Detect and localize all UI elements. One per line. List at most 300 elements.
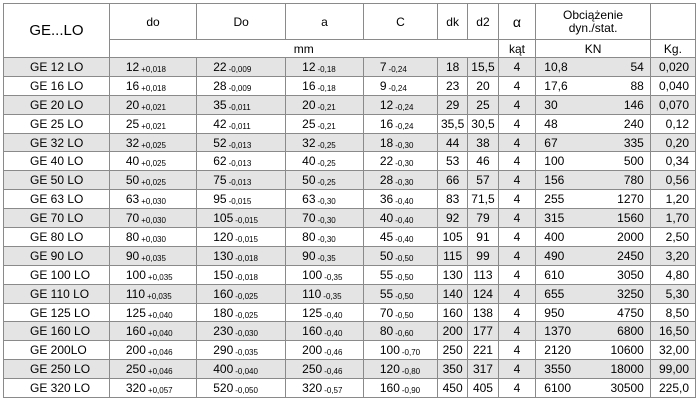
cell-kg: 1,70 bbox=[650, 209, 695, 228]
nominal-value: 12 bbox=[379, 97, 394, 112]
nominal-value: 150 bbox=[213, 267, 234, 282]
cell-dk: 115 bbox=[437, 246, 467, 265]
cell-C bbox=[363, 76, 437, 95]
cell-do bbox=[109, 114, 196, 133]
nominal-value: 28 bbox=[213, 78, 227, 93]
cell-dk: 140 bbox=[437, 284, 467, 303]
nominal-value: 45 bbox=[379, 229, 394, 244]
col-header-do: do bbox=[109, 4, 196, 40]
cell-dk: 83 bbox=[437, 190, 467, 209]
tolerance-value: -0,30 bbox=[395, 140, 414, 150]
cell-d2: 71,5 bbox=[468, 190, 498, 209]
cell-a bbox=[286, 76, 364, 95]
cell-type: GE 125 LO bbox=[4, 303, 110, 322]
tolerance-value: +0,057 bbox=[147, 386, 173, 396]
nominal-value: 28 bbox=[379, 173, 394, 188]
table-row bbox=[4, 341, 696, 360]
cell-dk: 350 bbox=[437, 360, 467, 379]
nominal-value: 9 bbox=[379, 78, 387, 93]
table-row bbox=[4, 322, 696, 341]
load-line-2: dyn./stat. bbox=[568, 20, 618, 35]
tolerance-value: -0,50 bbox=[395, 253, 414, 263]
tolerance-value: +0,035 bbox=[147, 272, 173, 282]
tolerance-value: -0,30 bbox=[317, 234, 336, 244]
tolerance-value: +0,025 bbox=[141, 178, 166, 188]
cell-type: GE 320 LO bbox=[4, 379, 110, 398]
tolerance-value: -0,40 bbox=[324, 310, 343, 320]
nominal-value: 320 bbox=[302, 381, 323, 396]
cell-stat: 10600 bbox=[581, 341, 651, 360]
cell-type: GE 250 LO bbox=[4, 360, 110, 379]
cell-kg: 0,20 bbox=[650, 133, 695, 152]
nominal-value: 180 bbox=[213, 305, 234, 320]
cell-a bbox=[286, 322, 364, 341]
tolerance-value: +0,046 bbox=[147, 348, 173, 358]
tolerance-value: -0,57 bbox=[324, 386, 343, 396]
nominal-value: 80 bbox=[379, 324, 394, 339]
cell-do bbox=[109, 341, 196, 360]
cell-Do bbox=[197, 114, 286, 133]
nominal-value: 55 bbox=[379, 286, 394, 301]
cell-kg: 1,20 bbox=[650, 190, 695, 209]
cell-Do bbox=[197, 190, 286, 209]
nominal-value: 36 bbox=[379, 192, 394, 207]
cell-C bbox=[363, 379, 437, 398]
cell-do bbox=[109, 228, 196, 247]
tolerance-value: +0,035 bbox=[141, 253, 166, 263]
nominal-value: 52 bbox=[213, 135, 227, 150]
tolerance-value: -0,50 bbox=[395, 272, 414, 282]
nominal-value: 90 bbox=[125, 248, 140, 263]
tolerance-value: -0,050 bbox=[235, 386, 258, 396]
cell-d2: 91 bbox=[468, 228, 498, 247]
table-row bbox=[4, 152, 696, 171]
nominal-value: 100 bbox=[379, 343, 400, 358]
cell-dyn: 10,8 bbox=[536, 58, 581, 77]
cell-dk: 105 bbox=[437, 228, 467, 247]
cell-do bbox=[109, 379, 196, 398]
cell-dk: 53 bbox=[437, 152, 467, 171]
cell-d2: 20 bbox=[468, 76, 498, 95]
tolerance-value: -0,46 bbox=[324, 348, 343, 358]
cell-Do bbox=[197, 360, 286, 379]
cell-stat: 1270 bbox=[581, 190, 651, 209]
table-row bbox=[4, 284, 696, 303]
cell-Do bbox=[197, 152, 286, 171]
table-row bbox=[4, 265, 696, 284]
cell-do bbox=[109, 133, 196, 152]
cell-type: GE 20 LO bbox=[4, 95, 110, 114]
tolerance-value: -0,18 bbox=[317, 83, 336, 93]
tolerance-value: -0,013 bbox=[228, 178, 252, 188]
cell-dyn: 48 bbox=[536, 114, 581, 133]
bearing-spec-table bbox=[3, 3, 696, 398]
tolerance-value: +0,040 bbox=[147, 329, 173, 339]
nominal-value: 105 bbox=[213, 211, 234, 226]
nominal-value: 75 bbox=[213, 173, 227, 188]
col-header-Do: Do bbox=[197, 4, 286, 40]
tolerance-value: +0,025 bbox=[141, 159, 166, 169]
tolerance-value: -0,21 bbox=[317, 121, 336, 131]
cell-d2: 30,5 bbox=[468, 114, 498, 133]
tolerance-value: -0,50 bbox=[395, 291, 414, 301]
table-row bbox=[4, 171, 696, 190]
cell-C bbox=[363, 190, 437, 209]
nominal-value: 7 bbox=[379, 59, 387, 74]
nominal-value: 32 bbox=[302, 135, 316, 150]
nominal-value: 520 bbox=[213, 381, 234, 396]
cell-d2: 317 bbox=[468, 360, 498, 379]
tolerance-value: -0,40 bbox=[395, 197, 414, 207]
cell-d2: 124 bbox=[468, 284, 498, 303]
tolerance-value: -0,40 bbox=[395, 234, 414, 244]
cell-stat: 30500 bbox=[581, 379, 651, 398]
cell-Do bbox=[197, 133, 286, 152]
cell-dyn: 100 bbox=[536, 152, 581, 171]
cell-alpha: 4 bbox=[498, 76, 536, 95]
col-header-type: GE...LO bbox=[4, 4, 110, 58]
cell-stat: 780 bbox=[581, 171, 651, 190]
cell-do bbox=[109, 265, 196, 284]
tolerance-value: +0,030 bbox=[141, 216, 166, 226]
nominal-value: 63 bbox=[125, 192, 140, 207]
cell-d2: 38 bbox=[468, 133, 498, 152]
cell-dyn: 2120 bbox=[536, 341, 581, 360]
tolerance-value: -0,30 bbox=[395, 159, 414, 169]
nominal-value: 95 bbox=[213, 192, 227, 207]
nominal-value: 110 bbox=[302, 286, 322, 301]
cell-d2: 113 bbox=[468, 265, 498, 284]
unit-kg: Kg. bbox=[650, 40, 695, 58]
cell-alpha: 4 bbox=[498, 228, 536, 247]
cell-dyn: 610 bbox=[536, 265, 581, 284]
tolerance-value: -0,015 bbox=[235, 234, 258, 244]
tolerance-value: -0,025 bbox=[235, 310, 258, 320]
nominal-value: 70 bbox=[302, 211, 316, 226]
cell-dk: 18 bbox=[437, 58, 467, 77]
cell-dyn: 255 bbox=[536, 190, 581, 209]
tolerance-value: -0,035 bbox=[235, 348, 258, 358]
cell-dyn: 17,6 bbox=[536, 76, 581, 95]
cell-stat: 2000 bbox=[581, 228, 651, 247]
table-row bbox=[4, 379, 696, 398]
cell-dyn: 156 bbox=[536, 171, 581, 190]
cell-kg: 0,56 bbox=[650, 171, 695, 190]
tolerance-value: -0,018 bbox=[235, 272, 258, 282]
cell-a bbox=[286, 284, 364, 303]
nominal-value: 20 bbox=[125, 97, 140, 112]
nominal-value: 290 bbox=[213, 343, 234, 358]
cell-dyn: 950 bbox=[536, 303, 581, 322]
unit-mm: mm bbox=[109, 40, 498, 58]
nominal-value: 90 bbox=[302, 248, 316, 263]
cell-alpha: 4 bbox=[498, 95, 536, 114]
cell-kg: 0,34 bbox=[650, 152, 695, 171]
tolerance-value: +0,025 bbox=[141, 140, 166, 150]
cell-d2: 177 bbox=[468, 322, 498, 341]
nominal-value: 70 bbox=[379, 305, 394, 320]
tolerance-value: +0,021 bbox=[141, 102, 166, 112]
nominal-value: 22 bbox=[379, 154, 394, 169]
cell-C bbox=[363, 341, 437, 360]
cell-a bbox=[286, 171, 364, 190]
cell-Do bbox=[197, 58, 286, 77]
cell-Do bbox=[197, 246, 286, 265]
cell-d2: 46 bbox=[468, 152, 498, 171]
nominal-value: 110 bbox=[125, 286, 146, 301]
tolerance-value: -0,25 bbox=[317, 140, 336, 150]
cell-do bbox=[109, 76, 196, 95]
cell-C bbox=[363, 209, 437, 228]
cell-kg: 225,0 bbox=[650, 379, 695, 398]
cell-kg: 4,80 bbox=[650, 265, 695, 284]
cell-type: GE 160 LO bbox=[4, 322, 110, 341]
table-row bbox=[4, 360, 696, 379]
cell-do bbox=[109, 95, 196, 114]
cell-a bbox=[286, 341, 364, 360]
cell-dk: 250 bbox=[437, 341, 467, 360]
nominal-value: 400 bbox=[213, 362, 234, 377]
tolerance-value: -0,25 bbox=[317, 178, 336, 188]
cell-dyn: 400 bbox=[536, 228, 581, 247]
nominal-value: 42 bbox=[213, 116, 227, 131]
cell-do bbox=[109, 171, 196, 190]
cell-Do bbox=[197, 322, 286, 341]
cell-alpha: 4 bbox=[498, 58, 536, 77]
nominal-value: 160 bbox=[125, 324, 146, 339]
cell-kg: 2,50 bbox=[650, 228, 695, 247]
tolerance-value: -0,040 bbox=[235, 367, 258, 377]
cell-stat: 146 bbox=[581, 95, 651, 114]
cell-C bbox=[363, 360, 437, 379]
cell-type: GE 25 LO bbox=[4, 114, 110, 133]
col-header-load bbox=[536, 4, 651, 40]
nominal-value: 100 bbox=[125, 267, 146, 282]
table-row bbox=[4, 228, 696, 247]
nominal-value: 230 bbox=[213, 324, 234, 339]
cell-stat: 3050 bbox=[581, 265, 651, 284]
cell-kg: 99,00 bbox=[650, 360, 695, 379]
table-body bbox=[4, 58, 696, 398]
tolerance-value: -0,30 bbox=[395, 178, 414, 188]
nominal-value: 80 bbox=[125, 229, 140, 244]
cell-kg: 8,50 bbox=[650, 303, 695, 322]
cell-a bbox=[286, 114, 364, 133]
tolerance-value: -0,030 bbox=[235, 329, 258, 339]
cell-do bbox=[109, 303, 196, 322]
cell-do bbox=[109, 284, 196, 303]
nominal-value: 250 bbox=[125, 362, 146, 377]
nominal-value: 130 bbox=[213, 248, 234, 263]
tolerance-value: +0,030 bbox=[141, 197, 166, 207]
cell-kg: 0,020 bbox=[650, 58, 695, 77]
cell-type: GE 63 LO bbox=[4, 190, 110, 209]
nominal-value: 18 bbox=[379, 135, 394, 150]
table-row bbox=[4, 58, 696, 77]
cell-alpha: 4 bbox=[498, 171, 536, 190]
cell-dk: 66 bbox=[437, 171, 467, 190]
table-row bbox=[4, 303, 696, 322]
cell-alpha: 4 bbox=[498, 190, 536, 209]
nominal-value: 40 bbox=[379, 211, 394, 226]
nominal-value: 32 bbox=[125, 135, 140, 150]
nominal-value: 320 bbox=[125, 381, 146, 396]
nominal-value: 20 bbox=[302, 97, 316, 112]
nominal-value: 120 bbox=[213, 229, 234, 244]
nominal-value: 80 bbox=[302, 229, 316, 244]
col-header-a: a bbox=[286, 4, 364, 40]
cell-stat: 88 bbox=[581, 76, 651, 95]
tolerance-value: -0,30 bbox=[317, 216, 336, 226]
tolerance-value: -0,30 bbox=[317, 197, 336, 207]
cell-do bbox=[109, 246, 196, 265]
cell-a bbox=[286, 379, 364, 398]
tolerance-value: -0,009 bbox=[228, 64, 252, 74]
cell-alpha: 4 bbox=[498, 303, 536, 322]
cell-C bbox=[363, 322, 437, 341]
cell-kg: 32,00 bbox=[650, 341, 695, 360]
cell-type: GE 16 LO bbox=[4, 76, 110, 95]
cell-Do bbox=[197, 228, 286, 247]
cell-C bbox=[363, 171, 437, 190]
table-row bbox=[4, 190, 696, 209]
tolerance-value: -0,011 bbox=[228, 102, 251, 112]
nominal-value: 22 bbox=[213, 59, 227, 74]
cell-kg: 0,070 bbox=[650, 95, 695, 114]
tolerance-value: -0,18 bbox=[317, 64, 336, 74]
cell-Do bbox=[197, 171, 286, 190]
nominal-value: 16 bbox=[302, 78, 316, 93]
cell-d2: 79 bbox=[468, 209, 498, 228]
cell-d2: 405 bbox=[468, 379, 498, 398]
cell-dyn: 315 bbox=[536, 209, 581, 228]
tolerance-value: +0,030 bbox=[141, 234, 166, 244]
unit-kn: KN bbox=[536, 40, 651, 58]
tolerance-value: -0,50 bbox=[395, 310, 414, 320]
nominal-value: 12 bbox=[125, 59, 140, 74]
nominal-value: 70 bbox=[125, 211, 140, 226]
tolerance-value: -0,60 bbox=[395, 329, 414, 339]
cell-a bbox=[286, 133, 364, 152]
cell-alpha: 4 bbox=[498, 379, 536, 398]
header-row-1 bbox=[4, 4, 696, 40]
nominal-value: 40 bbox=[125, 154, 140, 169]
cell-alpha: 4 bbox=[498, 133, 536, 152]
cell-Do bbox=[197, 209, 286, 228]
tolerance-value: -0,35 bbox=[324, 272, 343, 282]
col-header-alpha: α bbox=[498, 4, 536, 40]
cell-alpha: 4 bbox=[498, 284, 536, 303]
cell-dk: 92 bbox=[437, 209, 467, 228]
nominal-value: 125 bbox=[302, 305, 323, 320]
load-line-1: Obciążenie bbox=[563, 7, 624, 22]
cell-do bbox=[109, 58, 196, 77]
tolerance-value: -0,013 bbox=[228, 140, 252, 150]
nominal-value: 160 bbox=[379, 381, 400, 396]
cell-Do bbox=[197, 303, 286, 322]
cell-alpha: 4 bbox=[498, 246, 536, 265]
cell-dk: 450 bbox=[437, 379, 467, 398]
cell-alpha: 4 bbox=[498, 265, 536, 284]
cell-dk: 29 bbox=[437, 95, 467, 114]
cell-do bbox=[109, 322, 196, 341]
cell-type: GE 32 LO bbox=[4, 133, 110, 152]
cell-a bbox=[286, 265, 364, 284]
cell-type: GE 40 LO bbox=[4, 152, 110, 171]
tolerance-value: -0,24 bbox=[395, 102, 414, 112]
cell-C bbox=[363, 95, 437, 114]
cell-C bbox=[363, 246, 437, 265]
nominal-value: 200 bbox=[125, 343, 146, 358]
cell-do bbox=[109, 209, 196, 228]
cell-alpha: 4 bbox=[498, 152, 536, 171]
nominal-value: 120 bbox=[379, 362, 400, 377]
cell-a bbox=[286, 246, 364, 265]
cell-dk: 23 bbox=[437, 76, 467, 95]
nominal-value: 16 bbox=[379, 116, 394, 131]
nominal-value: 16 bbox=[125, 78, 140, 93]
cell-C bbox=[363, 133, 437, 152]
tolerance-value: +0,021 bbox=[141, 121, 166, 131]
cell-dyn: 3550 bbox=[536, 360, 581, 379]
cell-d2: 99 bbox=[468, 246, 498, 265]
cell-dyn: 1370 bbox=[536, 322, 581, 341]
cell-C bbox=[363, 303, 437, 322]
cell-a bbox=[286, 152, 364, 171]
col-header-C: C bbox=[363, 4, 437, 40]
cell-a bbox=[286, 360, 364, 379]
nominal-value: 50 bbox=[379, 248, 394, 263]
nominal-value: 35 bbox=[213, 97, 227, 112]
cell-do bbox=[109, 152, 196, 171]
cell-stat: 2450 bbox=[581, 246, 651, 265]
table-row bbox=[4, 209, 696, 228]
cell-dk: 35,5 bbox=[437, 114, 467, 133]
table-row bbox=[4, 114, 696, 133]
cell-dk: 200 bbox=[437, 322, 467, 341]
cell-C bbox=[363, 58, 437, 77]
cell-Do bbox=[197, 76, 286, 95]
cell-type: GE 80 LO bbox=[4, 228, 110, 247]
tolerance-value: -0,80 bbox=[401, 367, 421, 377]
cell-stat: 6800 bbox=[581, 322, 651, 341]
tolerance-value: -0,46 bbox=[324, 367, 343, 377]
nominal-value: 63 bbox=[302, 192, 316, 207]
cell-C bbox=[363, 152, 437, 171]
col-header-kg-empty bbox=[650, 4, 695, 40]
cell-a bbox=[286, 209, 364, 228]
table-row bbox=[4, 95, 696, 114]
nominal-value: 250 bbox=[302, 362, 323, 377]
cell-a bbox=[286, 95, 364, 114]
col-header-d2: d2 bbox=[468, 4, 498, 40]
cell-d2: 15,5 bbox=[468, 58, 498, 77]
nominal-value: 25 bbox=[302, 116, 316, 131]
nominal-value: 125 bbox=[125, 305, 146, 320]
tolerance-value: -0,24 bbox=[388, 64, 407, 74]
tolerance-value: -0,025 bbox=[235, 291, 258, 301]
nominal-value: 12 bbox=[302, 59, 316, 74]
nominal-value: 50 bbox=[302, 173, 316, 188]
cell-C bbox=[363, 265, 437, 284]
cell-a bbox=[286, 228, 364, 247]
cell-a bbox=[286, 303, 364, 322]
cell-d2: 25 bbox=[468, 95, 498, 114]
cell-type: GE 90 LO bbox=[4, 246, 110, 265]
cell-C bbox=[363, 228, 437, 247]
cell-d2: 221 bbox=[468, 341, 498, 360]
cell-dk: 130 bbox=[437, 265, 467, 284]
